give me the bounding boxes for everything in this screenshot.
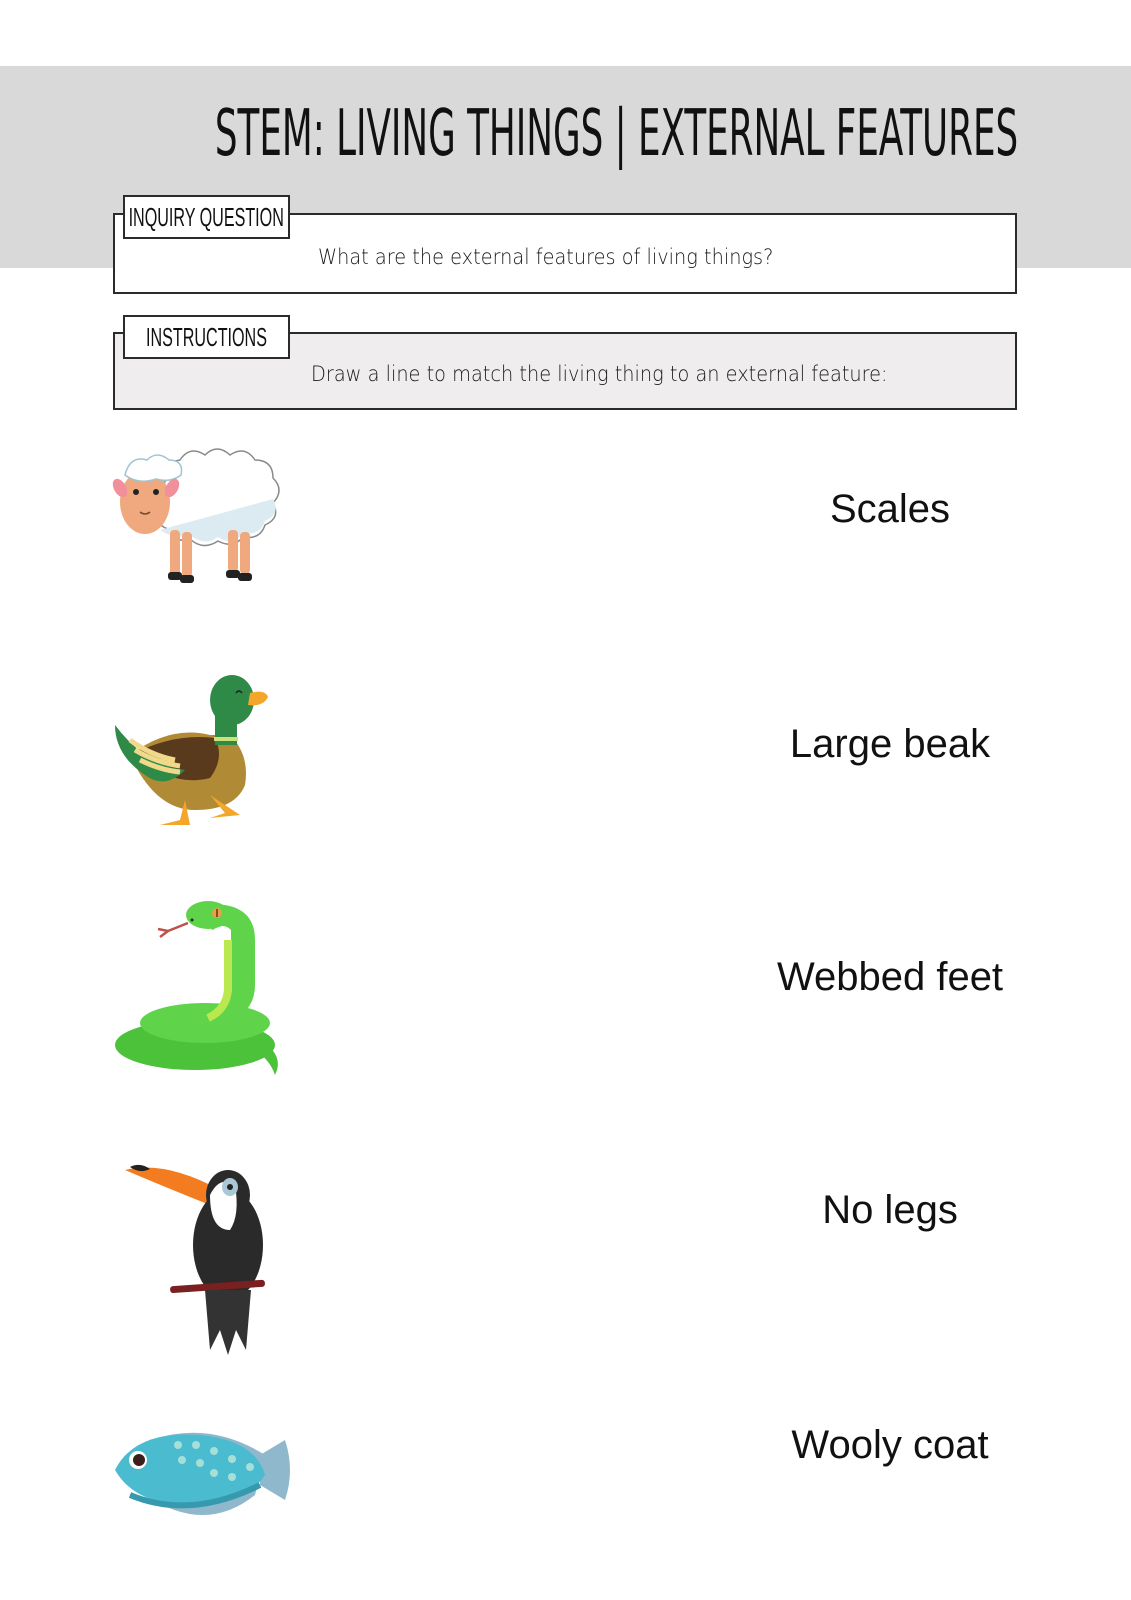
fish-icon — [110, 1415, 300, 1525]
animal-sheep[interactable] — [110, 440, 300, 610]
duck-icon — [110, 665, 300, 835]
animal-fish[interactable] — [110, 1415, 300, 1585]
animal-snake[interactable] — [110, 895, 300, 1065]
feature-no-legs[interactable]: No legs — [822, 1188, 958, 1232]
animal-duck[interactable] — [110, 665, 300, 835]
instructions-label: INSTRUCTIONS — [146, 322, 267, 352]
feature-wooly-coat[interactable]: Wooly coat — [791, 1423, 989, 1467]
instructions-text: Draw a line to match the living thing to an external feature: — [311, 362, 888, 386]
inquiry-question-tag — [123, 195, 290, 239]
snake-icon — [110, 895, 300, 1075]
page-title: STEM: LIVING THINGS | EXTERNAL FEATURES — [214, 97, 1019, 171]
animal-toucan[interactable] — [110, 1155, 300, 1325]
feature-webbed-feet[interactable]: Webbed feet — [776, 955, 1004, 999]
sheep-icon — [110, 440, 300, 600]
inquiry-question-label: INQUIRY QUESTION — [128, 202, 285, 232]
feature-large-beak[interactable]: Large beak — [789, 722, 991, 766]
feature-scales[interactable]: Scales — [829, 487, 951, 531]
inquiry-question-text: What are the external features of living things? — [318, 245, 774, 269]
toucan-icon — [110, 1155, 300, 1365]
instructions-tag — [123, 315, 290, 359]
